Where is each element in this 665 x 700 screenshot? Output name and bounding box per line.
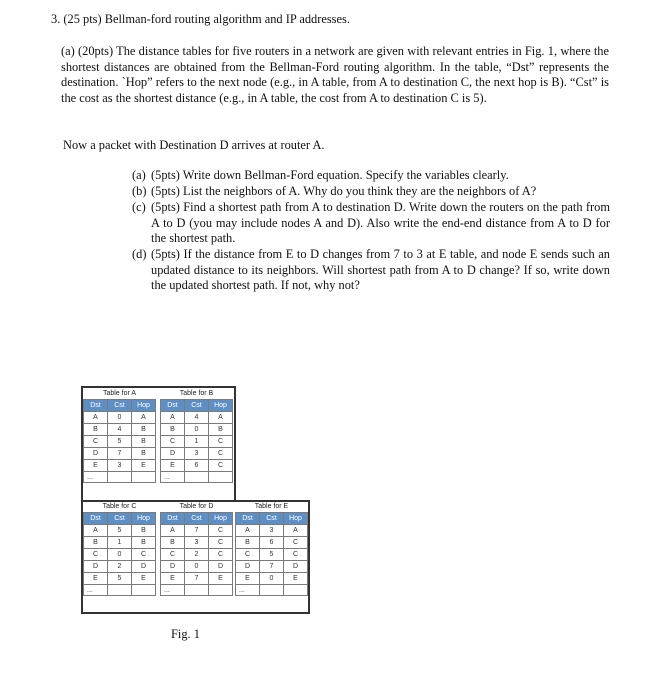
table-cell: B xyxy=(209,424,233,436)
table-title: Table for E xyxy=(254,503,289,510)
table-cell xyxy=(185,585,209,596)
table-cell: 2 xyxy=(185,549,209,561)
table-cell: A xyxy=(132,412,156,424)
table-row xyxy=(236,537,308,549)
table-row xyxy=(161,561,233,573)
table-cell: A xyxy=(161,412,185,424)
table-cell xyxy=(209,472,233,483)
table-row xyxy=(236,561,308,573)
column-header: Hop xyxy=(209,513,233,525)
question-title: 3. (25 pts) Bellman-ford routing algorithm and IP addresses. xyxy=(51,12,350,26)
table-cell: 4 xyxy=(108,424,132,436)
table-cell: B xyxy=(132,436,156,448)
table-cell: E xyxy=(209,573,233,585)
table-row xyxy=(84,573,156,585)
subpart-label: (a) xyxy=(132,168,146,182)
table-row xyxy=(84,424,156,436)
table-cell: C xyxy=(209,525,233,537)
table-cell: D xyxy=(209,561,233,573)
table-cell: E xyxy=(161,460,185,472)
subpart-text: (5pts) If the distance from E to D changes from 7 to 3 at E table, and node E sends such an updated distance to its neighbors. Will shortest path from A to D change? If so, write down the updated shortest path. If not, why not? xyxy=(151,247,610,293)
column-header: Cst xyxy=(108,400,132,412)
table-row xyxy=(161,436,233,448)
more-entries-marker: ... xyxy=(84,585,108,596)
table-cell: 7 xyxy=(260,561,284,573)
routing-table-a xyxy=(83,388,156,483)
table-cell: B xyxy=(132,525,156,537)
table-cell: E xyxy=(84,460,108,472)
column-header: Hop xyxy=(132,400,156,412)
table-cell: E xyxy=(284,573,308,585)
table-cell: 0 xyxy=(108,412,132,424)
table-cell: 0 xyxy=(185,424,209,436)
table-cell: 5 xyxy=(108,436,132,448)
more-entries-marker: ... xyxy=(161,585,185,596)
column-header: Hop xyxy=(132,513,156,525)
table-cell xyxy=(260,585,284,596)
table-more-row xyxy=(84,585,156,596)
table-cell xyxy=(185,472,209,483)
table-cell: 7 xyxy=(108,448,132,460)
table-row xyxy=(161,412,233,424)
table-cell: B xyxy=(236,537,260,549)
table-row xyxy=(236,573,308,585)
table-row xyxy=(84,412,156,424)
table-cell: 5 xyxy=(108,525,132,537)
table-row xyxy=(161,424,233,436)
table-cell: 0 xyxy=(108,549,132,561)
table-more-row xyxy=(161,585,233,596)
subpart-label: (b) xyxy=(132,184,147,198)
routing-table-d xyxy=(160,501,233,596)
table-cell: C xyxy=(284,549,308,561)
table-cell: 0 xyxy=(260,573,284,585)
table-row xyxy=(161,537,233,549)
table-cell: D xyxy=(132,561,156,573)
subpart-text: (5pts) List the neighbors of A. Why do you think they are the neighbors of A? xyxy=(151,184,537,198)
table-cell: B xyxy=(132,537,156,549)
subpart-text: (5pts) Find a shortest path from A to destination D. Write down the routers on the path from A to D (you may include nodes A and D). Also write the end-end distance from A to D for the shortest path. xyxy=(151,200,610,246)
table-cell: D xyxy=(161,448,185,460)
table-cell: C xyxy=(284,537,308,549)
table-cell xyxy=(132,585,156,596)
table-cell: E xyxy=(84,573,108,585)
table-cell: C xyxy=(84,436,108,448)
table-more-row xyxy=(84,472,156,483)
table-cell: A xyxy=(209,412,233,424)
table-cell: A xyxy=(161,525,185,537)
table-cell xyxy=(108,585,132,596)
subpart-text: (5pts) Write down Bellman-Ford equation. Specify the variables clearly. xyxy=(151,168,509,182)
column-header: Dst xyxy=(236,513,260,525)
table-cell: A xyxy=(236,525,260,537)
subpart-b xyxy=(132,184,610,200)
table-row xyxy=(236,549,308,561)
routing-table-e xyxy=(235,501,308,596)
table-title: Table for B xyxy=(179,390,214,397)
table-row xyxy=(84,537,156,549)
table-row xyxy=(161,525,233,537)
table-cell: 7 xyxy=(185,525,209,537)
table-cell: A xyxy=(84,525,108,537)
table-row xyxy=(161,460,233,472)
table-cell: B xyxy=(161,537,185,549)
more-entries-marker: ... xyxy=(236,585,260,596)
table-cell: B xyxy=(84,537,108,549)
table-cell: D xyxy=(84,561,108,573)
table-cell: C xyxy=(209,448,233,460)
table-cell xyxy=(284,585,308,596)
table-cell: B xyxy=(132,448,156,460)
table-cell: C xyxy=(209,460,233,472)
table-cell: E xyxy=(132,460,156,472)
table-cell: C xyxy=(209,549,233,561)
table-cell: D xyxy=(284,561,308,573)
table-cell: C xyxy=(84,549,108,561)
subpart-a xyxy=(132,168,610,184)
column-header: Cst xyxy=(260,513,284,525)
column-header: Dst xyxy=(161,400,185,412)
table-row xyxy=(84,549,156,561)
table-cell: 6 xyxy=(260,537,284,549)
table-cell: A xyxy=(84,412,108,424)
table-row xyxy=(161,549,233,561)
column-header: Cst xyxy=(108,513,132,525)
table-row xyxy=(84,460,156,472)
table-cell: C xyxy=(132,549,156,561)
subpart-label: (d) xyxy=(132,247,147,261)
table-row xyxy=(84,525,156,537)
table-row xyxy=(84,448,156,460)
subpart-label: (c) xyxy=(132,200,146,214)
routing-table-c xyxy=(83,501,156,596)
table-title: Table for C xyxy=(102,503,137,510)
table-cell: D xyxy=(161,561,185,573)
table-cell: D xyxy=(236,561,260,573)
table-cell xyxy=(132,472,156,483)
table-cell: B xyxy=(132,424,156,436)
table-cell: D xyxy=(84,448,108,460)
table-cell: 6 xyxy=(185,460,209,472)
table-cell: C xyxy=(209,537,233,549)
table-cell: C xyxy=(236,549,260,561)
table-cell: C xyxy=(209,436,233,448)
table-cell: 4 xyxy=(185,412,209,424)
table-cell: C xyxy=(161,436,185,448)
table-cell: 1 xyxy=(185,436,209,448)
table-more-row xyxy=(236,585,308,596)
column-header: Cst xyxy=(185,400,209,412)
table-row xyxy=(84,436,156,448)
table-header-row xyxy=(84,513,156,525)
table-cell xyxy=(108,472,132,483)
table-title: Table for A xyxy=(102,390,137,397)
more-entries-marker: ... xyxy=(84,472,108,483)
table-cell: B xyxy=(84,424,108,436)
column-header: Cst xyxy=(185,513,209,525)
table-cell: E xyxy=(161,573,185,585)
column-header: Dst xyxy=(84,513,108,525)
table-cell: A xyxy=(284,525,308,537)
more-entries-marker: ... xyxy=(161,472,185,483)
table-header-row xyxy=(84,400,156,412)
table-row xyxy=(236,525,308,537)
table-cell: E xyxy=(236,573,260,585)
table-cell: 5 xyxy=(108,573,132,585)
table-cell: 5 xyxy=(260,549,284,561)
table-cell: 3 xyxy=(185,537,209,549)
table-cell: E xyxy=(132,573,156,585)
table-cell: 3 xyxy=(260,525,284,537)
table-row xyxy=(161,448,233,460)
packet-arrival-text: Now a packet with Destination D arrives at router A. xyxy=(63,138,325,152)
subpart-d xyxy=(132,247,610,294)
table-cell: 3 xyxy=(185,448,209,460)
column-header: Dst xyxy=(84,400,108,412)
question-paragraph: (a) (20pts) The distance tables for five routers in a network are given with relevant entries in Fig. 1, where the shortest distances are obtained from the Bellman-Ford routing algorithm. In the table, “Dst” represents the destination. `Hop” refers to the next node (e.g., in A table, from A to destination C, the next hop is B). “Cst” is the cost as the shortest distance (e.g., in A table, the cost from A to destination C is 5). xyxy=(61,44,609,105)
table-header-row xyxy=(161,400,233,412)
routing-table-b xyxy=(160,388,233,483)
table-cell: 3 xyxy=(108,460,132,472)
table-cell: C xyxy=(161,549,185,561)
table-cell xyxy=(209,585,233,596)
table-cell: 7 xyxy=(185,573,209,585)
subpart-c xyxy=(132,200,610,247)
figure-caption: Fig. 1 xyxy=(171,627,200,641)
table-cell: B xyxy=(161,424,185,436)
table-header-row xyxy=(161,513,233,525)
table-header-row xyxy=(236,513,308,525)
table-title: Table for D xyxy=(179,503,214,510)
column-header: Hop xyxy=(284,513,308,525)
table-row xyxy=(161,573,233,585)
table-row xyxy=(84,561,156,573)
column-header: Dst xyxy=(161,513,185,525)
column-header: Hop xyxy=(209,400,233,412)
table-cell: 1 xyxy=(108,537,132,549)
table-cell: 0 xyxy=(185,561,209,573)
table-more-row xyxy=(161,472,233,483)
table-cell: 2 xyxy=(108,561,132,573)
